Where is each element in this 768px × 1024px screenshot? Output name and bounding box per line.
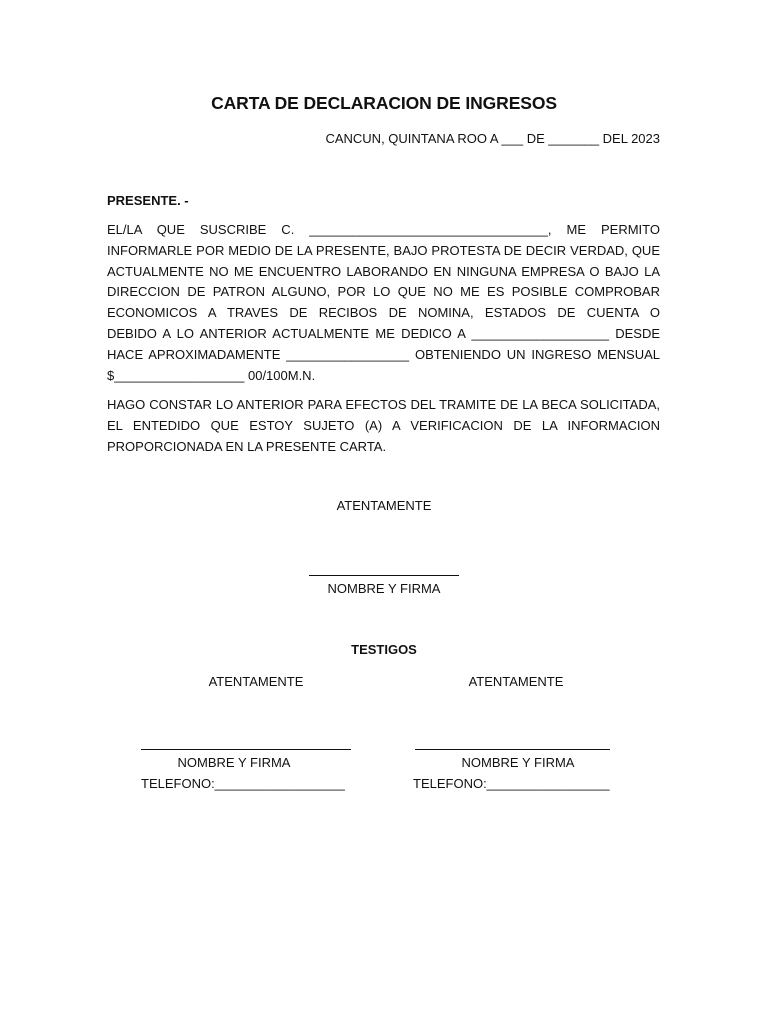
paragraph-line: DEBIDO A LO ANTERIOR ACTUALMENTE ME DEDICO A ___________________ DESDE bbox=[107, 325, 660, 341]
witness-right-closing: ATENTAMENTE bbox=[468, 674, 564, 689]
witness-left-label: NOMBRE Y FIRMA bbox=[177, 755, 291, 770]
paragraph-line: INFORMARLE POR MEDIO DE LA PRESENTE, BAJO PROTESTA DE DECIR VERDAD, QUE bbox=[107, 242, 660, 258]
paragraph-line: EL ENTEDIDO QUE ESTOY SUJETO (A) A VERIFICACION DE LA INFORMACION bbox=[107, 417, 660, 433]
witness-right-signature-line bbox=[415, 749, 610, 750]
document-title: CARTA DE DECLARACION DE INGRESOS bbox=[211, 93, 557, 113]
greeting: PRESENTE. - bbox=[107, 193, 189, 208]
witness-right-phone: TELEFONO:_________________ bbox=[413, 776, 610, 791]
witness-left-phone: TELEFONO:__________________ bbox=[141, 776, 345, 791]
signature-line bbox=[309, 575, 459, 576]
verification-paragraph bbox=[107, 395, 660, 457]
witness-right-label: NOMBRE Y FIRMA bbox=[461, 755, 575, 770]
signature-label: NOMBRE Y FIRMA bbox=[327, 581, 441, 596]
paragraph-line: PROPORCIONADA EN LA PRESENTE CARTA. bbox=[107, 438, 387, 454]
paragraph-line: ECONOMICOS A TRAVES DE RECIBOS DE NOMINA, ESTADOS DE CUENTA O bbox=[107, 305, 660, 321]
income-declaration-paragraph bbox=[107, 220, 660, 386]
paragraph-line: $__________________ 00/100M.N. bbox=[107, 367, 316, 383]
paragraph-line: DIRECCION DE PATRON ALGUNO, POR LO QUE NO ME ES POSIBLE COMPROBAR bbox=[107, 284, 660, 300]
paragraph-line: ACTUALMENTE NO ME ENCUENTRO LABORANDO EN NINGUNA EMPRESA O BAJO LA bbox=[107, 263, 660, 279]
signature-closing: ATENTAMENTE bbox=[336, 498, 432, 513]
paragraph-line: EL/LA QUE SUSCRIBE C. _________________________________, ME PERMITO bbox=[107, 222, 660, 237]
paragraph-line: HAGO CONSTAR LO ANTERIOR PARA EFECTOS DEL TRAMITE DE LA BECA SOLICITADA, bbox=[107, 397, 660, 412]
place-date-line: CANCUN, QUINTANA ROO A ___ DE _______ DEL 2023 bbox=[325, 131, 660, 146]
witness-left-signature-line bbox=[141, 749, 351, 750]
witness-left-closing: ATENTAMENTE bbox=[208, 674, 304, 689]
paragraph-line: HACE APROXIMADAMENTE _________________ OBTENIENDO UN INGRESO MENSUAL bbox=[107, 346, 660, 362]
witnesses-heading: TESTIGOS bbox=[351, 642, 417, 657]
